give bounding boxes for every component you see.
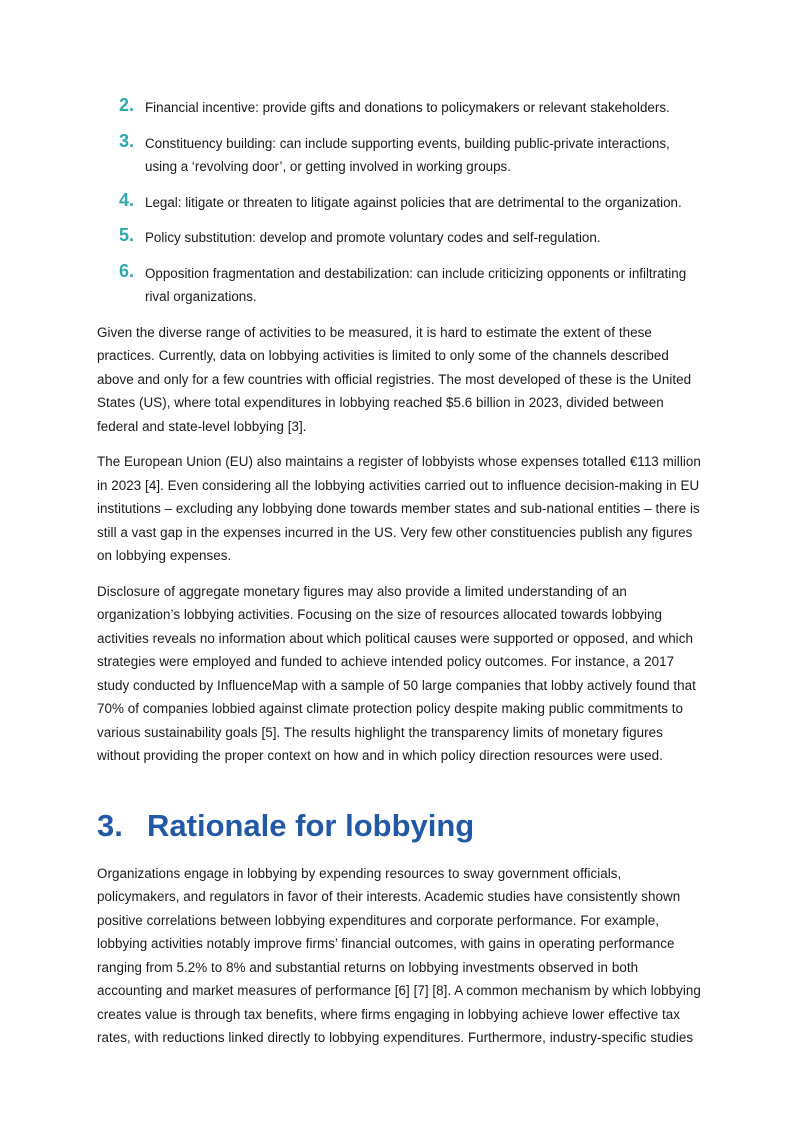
section-title: Rationale for lobbying — [147, 807, 475, 843]
section-heading — [97, 806, 703, 846]
body-paragraph: The European Union (EU) also maintains a register of lobbyists whose expenses totalled €113 million in 2023 [4]. Even considering all the lobbying activities carried out to influence decision-making in EU institutions – excluding any lobbying done towards member states and sub-national entities – there is still a vast gap in the expenses incurred in the US. Very few other constituencies publish any figures on lobbying expenses. — [97, 454, 701, 563]
section-number: 3. — [97, 807, 123, 843]
list-item-text: Opposition fragmentation and destabilization: can include criticizing opponents or infiltrating rival organizations. — [145, 265, 687, 304]
list-item — [119, 191, 703, 215]
list-item-number: 6. — [119, 260, 135, 281]
numbered-list — [97, 96, 703, 309]
list-item-text: Financial incentive: provide gifts and donations to policymakers or relevant stakeholders. — [145, 100, 670, 115]
list-item-text: Constituency building: can include supporting events, building public-private interactions, using a ‘revolving door’, or getting involved in working groups. — [145, 135, 670, 174]
document-page — [97, 96, 703, 1062]
section-paragraph: Organizations engage in lobbying by expending resources to sway government officials, policymakers, and regulators in favor of their interests. Academic studies have consistently shown positive correlations between lobbying expenditures and corporate performance. For example, lobbying activities notably improve firms’ financial outcomes, with gains in operating performance ranging from 5.2% to 8% and substantial returns on lobbying investments observed in both accounting and market measures of performance [6] [7] [8]. A common mechanism by which lobbying creates value is through tax benefits, where firms engaging in lobbying achieve lower effective tax rates, with reductions linked directly to lobbying expenditures. Furthermore, industry-specific studies — [97, 865, 701, 1045]
list-item-number: 5. — [119, 225, 135, 245]
list-item-number: 2. — [119, 95, 135, 115]
list-item-number: 3. — [119, 130, 135, 151]
body-paragraph: Given the diverse range of activities to be measured, it is hard to estimate the extent of these practices. Currently, data on lobbying activities is limited to only some of the channels described above and only for a few countries with official registries. The most developed of these is the United States (US), where total expenditures in lobbying reached $5.6 billion in 2023, divided between federal and state-level lobbying [3]. — [97, 324, 692, 434]
list-item-number: 4. — [119, 189, 135, 210]
body-paragraph: Disclosure of aggregate monetary figures may also provide a limited understanding of an organization’s lobbying activities. Focusing on the size of resources allocated towards lobbying activities reveals no information about which political causes were supported or opposed, and which strategies were employed and funded to achieve intended policy outcomes. For instance, a 2017 study conducted by InfluenceMap with a sample of 50 large companies that lobby actively found that 70% of companies lobbied against climate protection policy despite making public commitments to various sustainability goals [5]. The results highlight the transparency limits of monetary figures without providing the proper context on how and in which policy direction resources were used. — [97, 583, 696, 763]
list-item — [119, 96, 703, 120]
list-item-text: Policy substitution: develop and promote voluntary codes and self-regulation. — [145, 230, 601, 245]
list-item — [119, 226, 703, 250]
list-item-text: Legal: litigate or threaten to litigate against policies that are detrimental to the organization. — [145, 194, 682, 210]
list-item — [119, 262, 703, 309]
list-item — [119, 132, 703, 179]
